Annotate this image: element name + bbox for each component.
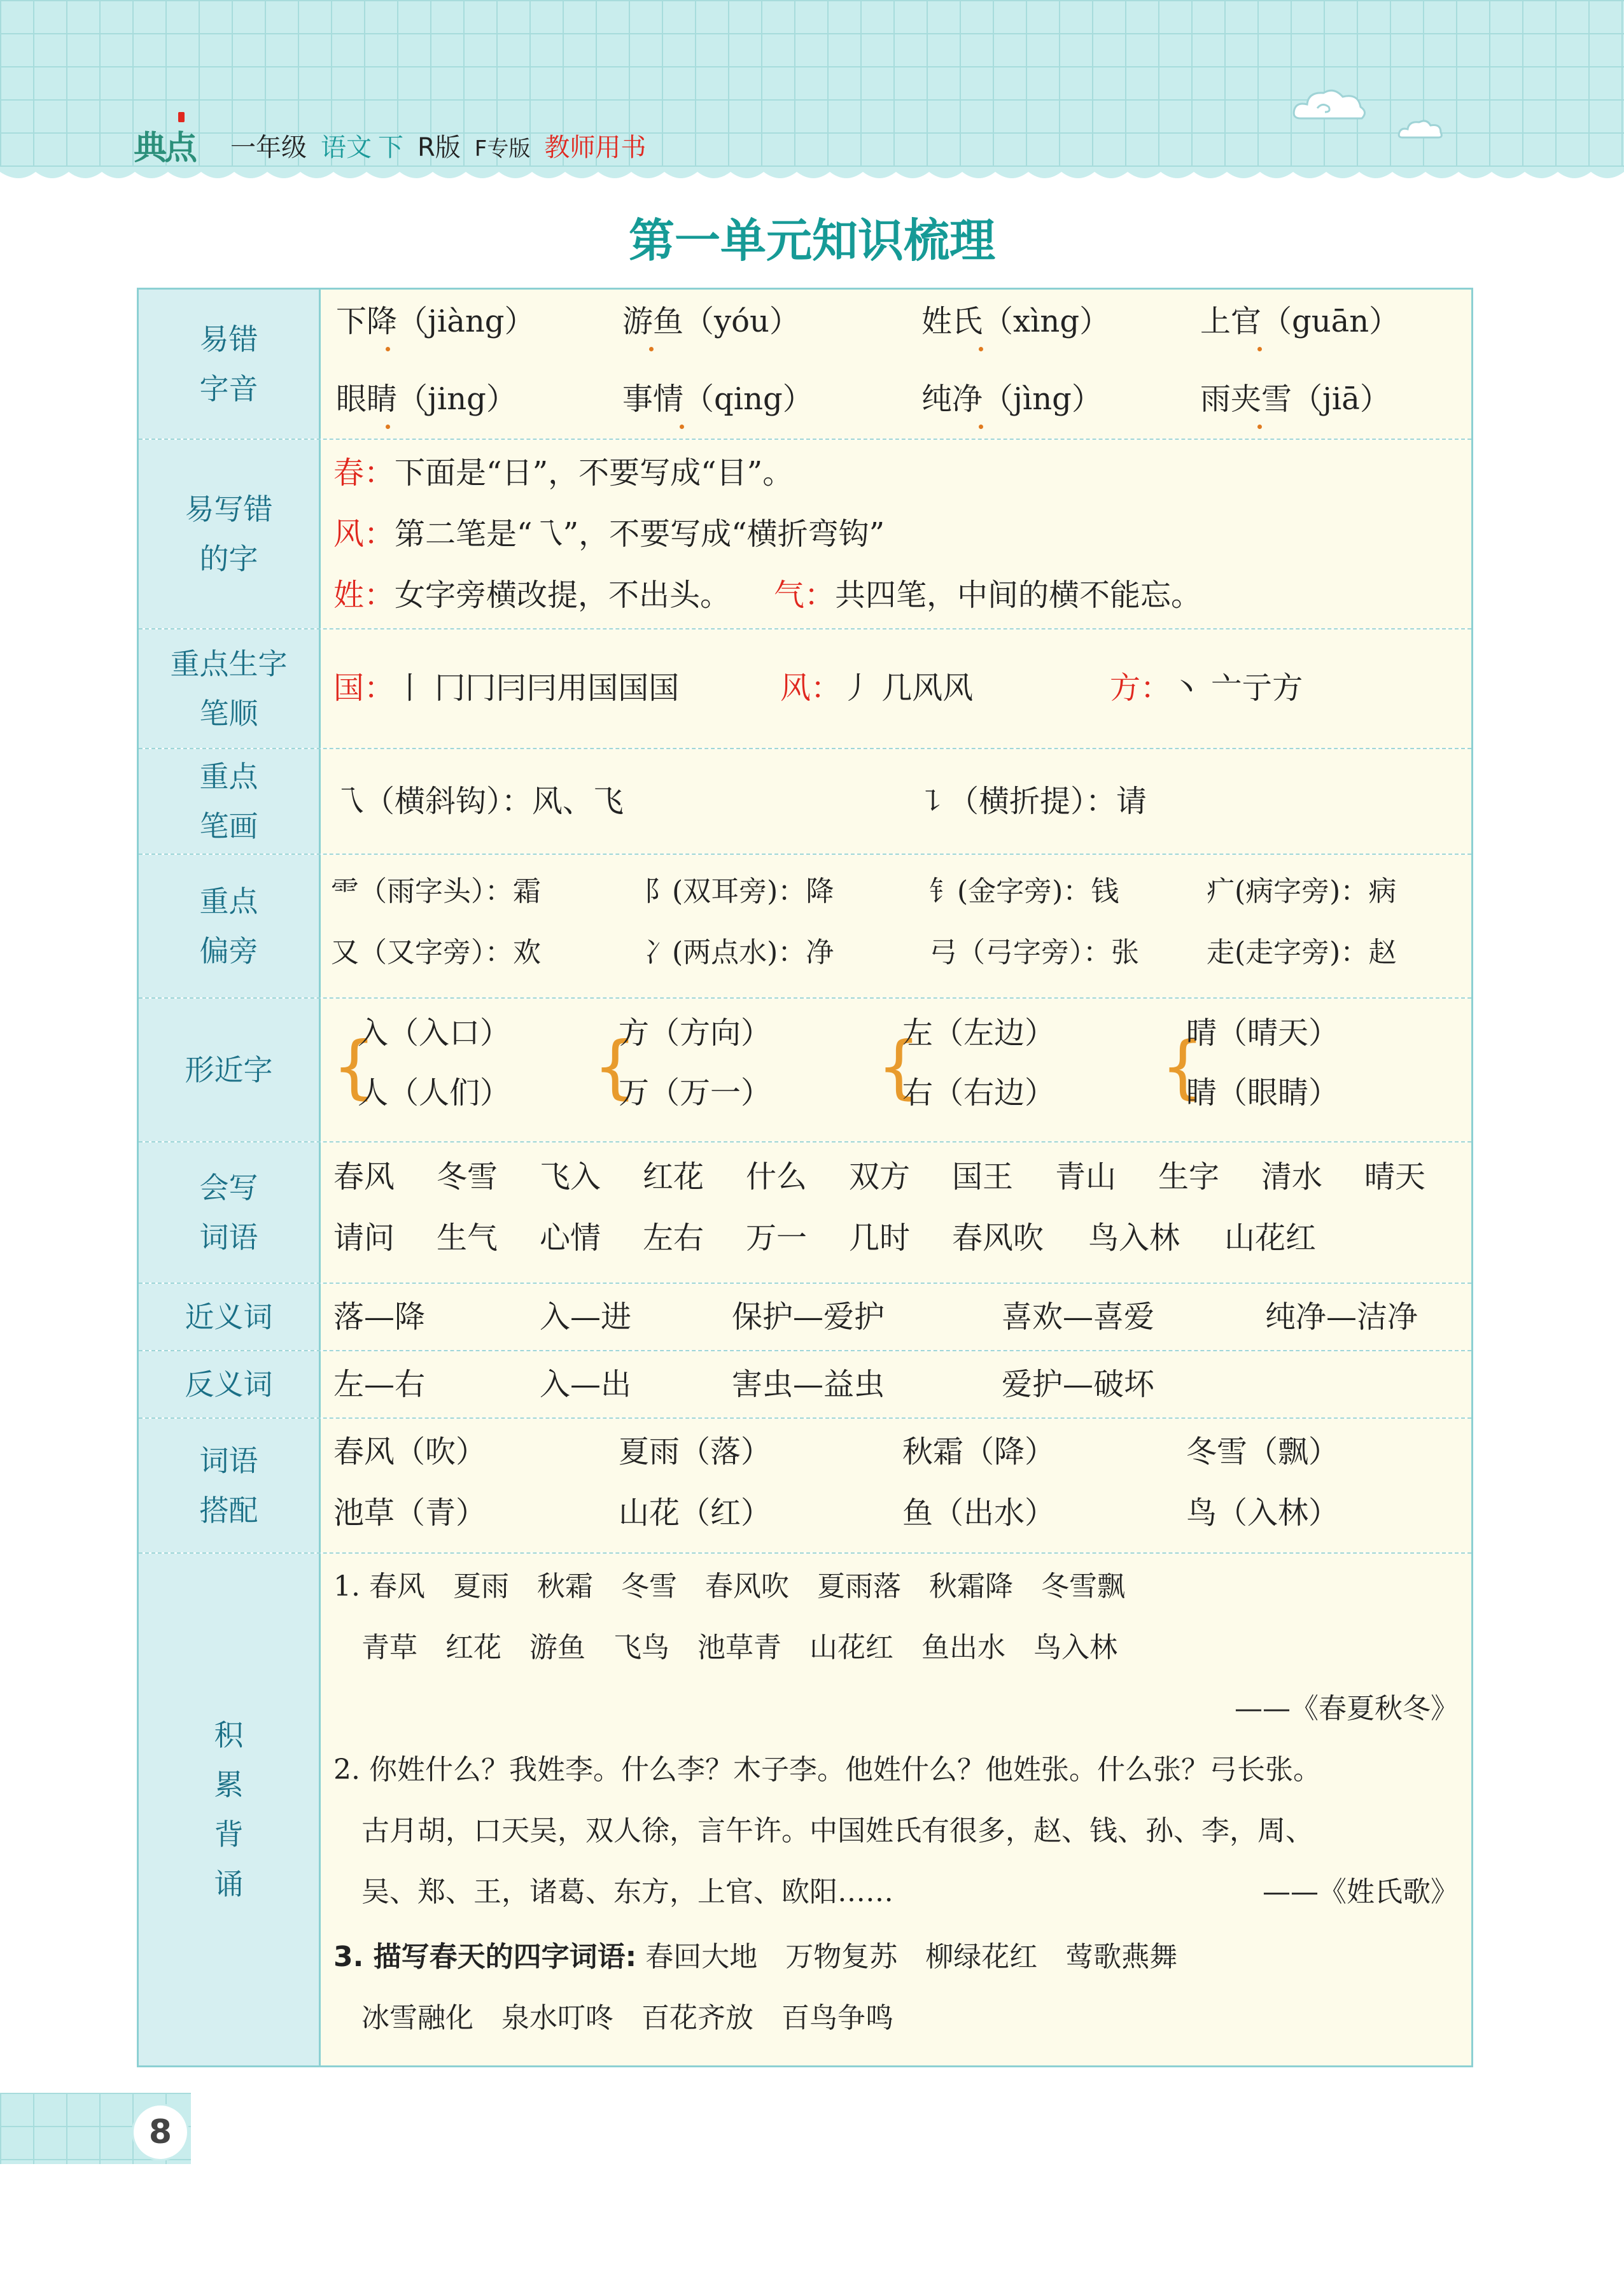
row-content (321, 1143, 1471, 1283)
synonym-pair: 纯净—洁净 (1265, 1299, 1418, 1335)
row-words-to-write (139, 1143, 1471, 1284)
similar-char: 睛（眼睛） (1186, 1075, 1340, 1111)
antonym-pair: 害虫—益虫 (732, 1367, 885, 1402)
collocation: 冬雪（飘） (1186, 1434, 1340, 1470)
similar-char: 方（方向） (619, 1015, 772, 1051)
word: 生气 (437, 1220, 498, 1256)
row-similar-chars (139, 999, 1471, 1143)
similar-char: 左（左边） (902, 1015, 1056, 1051)
emphasis-dot (649, 347, 654, 351)
word: 什么 (746, 1159, 808, 1195)
collocation: 秋霜（降） (902, 1434, 1056, 1470)
antonym-pair: 爱护—破坏 (1002, 1367, 1155, 1402)
recite-line: 吴、郑、王，诸葛、东方，上官、欧阳…… (361, 1876, 893, 1908)
radical-item: 冫(两点水)：净 (644, 936, 834, 969)
row-content (321, 749, 1471, 854)
brace-icon: { (332, 1027, 376, 1107)
knowledge-table (137, 288, 1473, 2067)
word: 心情 (540, 1220, 601, 1256)
subject-label: 语文 (321, 133, 372, 162)
row-label: 词语 搭配 (139, 1419, 321, 1552)
word: 几时 (849, 1220, 911, 1256)
collocation: 鸟（入林） (1186, 1495, 1340, 1531)
logo-pin (178, 112, 185, 122)
brace-icon: { (877, 1027, 921, 1107)
word: 左右 (643, 1220, 704, 1256)
miswritten-note: 姓：女字旁横改提，不出头。 (333, 577, 731, 613)
recite-source: ——《春夏秋冬》 (1235, 1692, 1459, 1725)
row-content (321, 999, 1471, 1141)
antonym-pair: 入—出 (540, 1367, 632, 1402)
synonym-pair: 落—降 (333, 1299, 426, 1335)
similar-char: 右（右边） (902, 1075, 1056, 1111)
collocation: 山花（红） (619, 1495, 772, 1531)
word: 山花红 (1224, 1220, 1317, 1256)
miswritten-note: 春：下面是“日”，不要写成“目”。 (333, 455, 794, 491)
row-key-strokes (139, 749, 1471, 855)
recite-line: 1. 春风 夏雨 秋霜 冬雪 春风吹 夏雨落 秋霜降 冬雪飘 (333, 1570, 1125, 1603)
pron-item: 雨夹雪（jiā） (1200, 381, 1390, 417)
similar-char: 万（万一） (619, 1075, 772, 1111)
recite-line: 古月胡，口天吴，双人徐，言午许。中国姓氏有很多，赵、钱、孙、李，周、 (361, 1815, 1313, 1847)
page-title: 第一单元知识梳理 (628, 214, 995, 267)
stroke-order-item: 风：丿 几风风 (780, 670, 974, 706)
word: 晴天 (1364, 1159, 1426, 1195)
word: 鸟入林 (1088, 1220, 1180, 1256)
small-cloud-icon (1397, 118, 1443, 143)
row-easy-miswritten (139, 440, 1471, 629)
radical-item: 走(走字旁)：赵 (1207, 936, 1397, 969)
word: 清水 (1261, 1159, 1323, 1195)
row-collocations (139, 1419, 1471, 1554)
page-number: 8 (132, 2104, 189, 2161)
row-content (321, 855, 1471, 997)
brace-icon: { (593, 1027, 637, 1107)
stroke-order-item: 国：丨 冂冂冃冃用国国国 (333, 670, 680, 706)
row-synonyms (139, 1284, 1471, 1351)
row-content (321, 1351, 1471, 1417)
special-edition-label: F专版 (474, 136, 531, 162)
edition-label: R版 (417, 133, 461, 162)
pron-item: 事情（qing） (622, 381, 813, 417)
row-label: 积 累 背 诵 (139, 1554, 321, 2065)
recite-line: 青草 红花 游鱼 飞鸟 池草青 山花红 鱼出水 鸟入林 (361, 1631, 1117, 1664)
recite-line: 2. 你姓什么？我姓李。什么李？木子李。他姓什么？他姓张。什么张？弓长张。 (333, 1754, 1321, 1786)
row-content (321, 290, 1471, 439)
word: 冬雪 (437, 1159, 498, 1195)
row-key-radicals (139, 855, 1471, 999)
cloud-icon (1292, 87, 1368, 126)
synonym-pair: 入—进 (540, 1299, 632, 1335)
row-label: 易写错 的字 (139, 440, 321, 628)
radical-item: 弓（弓字旁）：张 (929, 936, 1139, 969)
collocation: 池草（青） (333, 1495, 487, 1531)
pron-item: 下降（jiàng） (336, 304, 535, 339)
pron-item: 游鱼（yóu） (622, 304, 800, 339)
row-recitation (139, 1554, 1471, 2065)
row-pronunciation (139, 290, 1471, 440)
synonym-pair: 保护—爱护 (732, 1299, 885, 1335)
word: 生字 (1158, 1159, 1220, 1195)
pron-item: 姓氏（xìng） (921, 304, 1110, 339)
row-content (321, 440, 1471, 628)
brace-icon: { (1161, 1027, 1205, 1107)
synonym-pair: 喜欢—喜爱 (1002, 1299, 1155, 1335)
similar-char: 晴（晴天） (1186, 1015, 1340, 1051)
recite-heading: 3. 描写春天的四字词语: (333, 1941, 637, 1973)
word: 春风吹 (952, 1220, 1044, 1256)
recite-source: ——《姓氏歌》 (1263, 1876, 1459, 1908)
key-stroke-item: 乁（横斜钩）：风、飞 (333, 784, 624, 819)
recite-line: 3. 描写春天的四字词语: 春回大地 万物复苏 柳绿花红 莺歌燕舞 (333, 1941, 1178, 1973)
row-content (321, 1419, 1471, 1552)
row-label: 形近字 (139, 999, 321, 1141)
recite-line: 冰雪融化 泉水叮咚 百花齐放 百鸟争鸣 (361, 2002, 893, 2034)
pron-item: 上官（guān） (1200, 304, 1400, 339)
antonym-pair: 左—右 (333, 1367, 426, 1402)
emphasis-dot (386, 425, 390, 429)
collocation: 鱼（出水） (902, 1495, 1056, 1531)
emphasis-dot (680, 425, 684, 429)
radical-item: 阝(双耳旁)：降 (644, 875, 834, 908)
row-label: 重点生字 笔顺 (139, 629, 321, 748)
radical-item: ⻗（雨字头）：霜 (331, 875, 541, 908)
volume-label: 下 (378, 133, 403, 162)
header-info (230, 127, 660, 164)
miswritten-note: 风：第二笔是“乁”，不要写成“横折弯钩” (333, 516, 885, 552)
brand-logo: 典点 (134, 121, 195, 169)
row-label: 会写 词语 (139, 1143, 321, 1283)
collocation: 夏雨（落） (619, 1434, 772, 1470)
word: 飞入 (540, 1159, 601, 1195)
key-stroke-item: ㇊（横折提）：请 (918, 784, 1147, 819)
row-content (321, 1554, 1471, 2065)
row-label: 反义词 (139, 1351, 321, 1417)
emphasis-dot (386, 347, 390, 351)
word: 双方 (849, 1159, 911, 1195)
header-wave-edge (0, 167, 1624, 186)
word: 万一 (746, 1220, 808, 1256)
miswritten-note: 气：共四笔，中间的横不能忘。 (774, 577, 1202, 613)
radical-item: 疒(病字旁)：病 (1207, 875, 1397, 908)
row-label: 易错 字音 (139, 290, 321, 439)
grade-label: 一年级 (230, 133, 307, 162)
row-antonyms (139, 1351, 1471, 1419)
emphasis-dot (1257, 425, 1262, 429)
similar-char: 人（人们） (358, 1075, 511, 1111)
stroke-order-item: 方：丶 亠亍方 (1110, 670, 1303, 706)
emphasis-dot (979, 425, 983, 429)
pron-item: 眼睛（jing） (336, 381, 517, 417)
word: 春风 (333, 1159, 395, 1195)
row-content (321, 629, 1471, 748)
row-label: 重点 笔画 (139, 749, 321, 854)
row-stroke-order (139, 629, 1471, 749)
word: 红花 (643, 1159, 704, 1195)
row-label: 重点 偏旁 (139, 855, 321, 997)
emphasis-dot (1257, 347, 1262, 351)
book-type-label: 教师用书 (544, 133, 647, 162)
radical-item: 又（又字旁）：欢 (331, 936, 541, 969)
row-content (321, 1284, 1471, 1350)
collocation: 春风（吹） (333, 1434, 487, 1470)
emphasis-dot (979, 347, 983, 351)
pron-item: 纯净（jìng） (921, 381, 1102, 417)
word: 国王 (952, 1159, 1014, 1195)
word: 青山 (1055, 1159, 1117, 1195)
radical-item: 钅(金字旁)：钱 (929, 875, 1119, 908)
row-label: 近义词 (139, 1284, 321, 1350)
similar-char: 入（入口） (358, 1015, 511, 1051)
word: 请问 (333, 1220, 395, 1256)
